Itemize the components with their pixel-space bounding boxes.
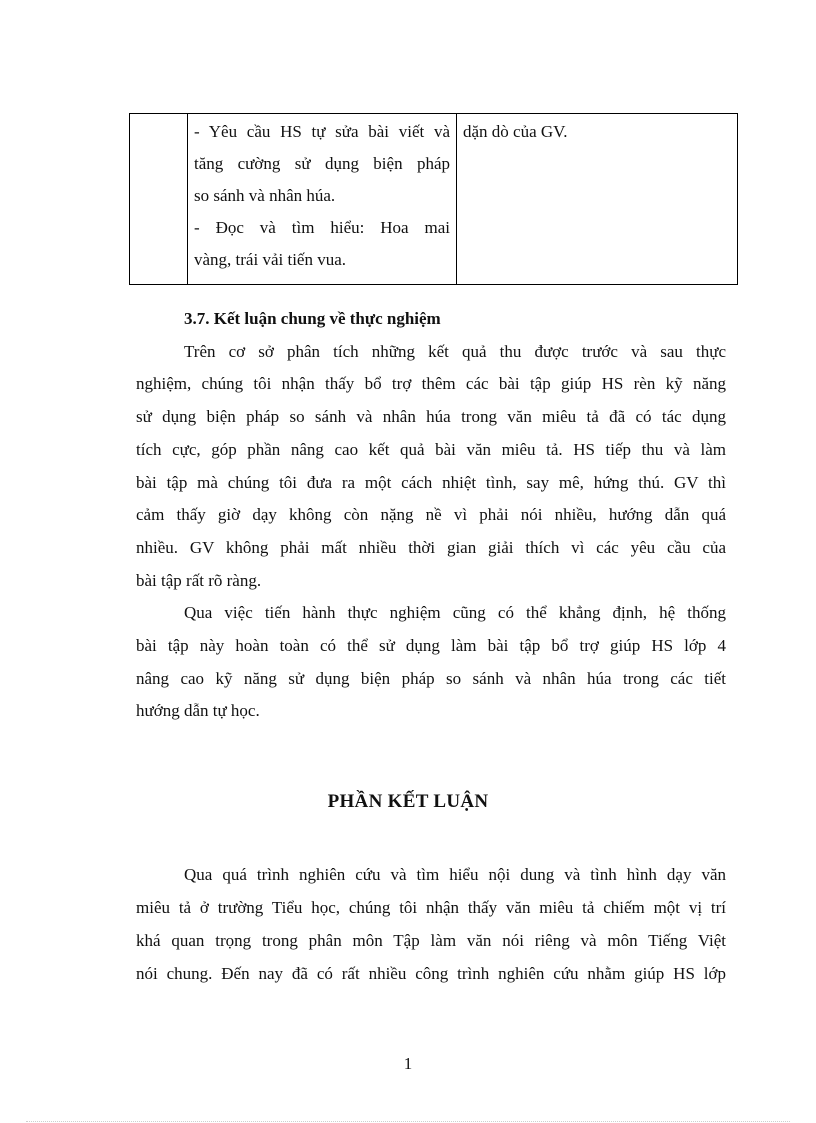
text-line: sử dụng biện pháp so sánh và nhân húa trong văn miêu tả đã có tác dụng	[136, 407, 726, 427]
text-line: hướng dẫn tự học.	[136, 701, 260, 721]
cell-line: tăng cường sử dụng biện pháp	[194, 154, 450, 173]
table-cell-empty	[130, 114, 188, 285]
text-line: nhiều. GV không phải mất nhiều thời gian giải thích vì các yêu cầu của	[136, 537, 726, 557]
text-line: nâng cao kỹ năng sử dụng biện pháp so sánh và nhân húa trong các tiết	[136, 668, 726, 688]
text-line: tích cực, góp phần nâng cao kết quả bài văn miêu tả. HS tiếp thu và làm	[136, 439, 726, 459]
part-title: PHẦN KẾT LUẬN	[327, 791, 489, 812]
conclusion-paragraph	[136, 858, 726, 990]
section-heading: 3.7. Kết luận chung về thực nghiệm	[184, 309, 441, 328]
cell-line: - Đọc và tìm hiểu: Hoa mai	[194, 218, 450, 237]
text-line: bài tập mà chúng tôi đưa ra một cách nhiệt tình, say mê, hứng thú. GV thì	[136, 472, 726, 492]
text-line: bài tập rất rõ ràng.	[136, 570, 262, 590]
text-line: cảm thấy giờ dạy không còn nặng nề vì phải nói nhiều, hướng dẫn quá	[136, 505, 726, 525]
text-line: Trên cơ sở phân tích những kết quả thu được trước và sau thực	[184, 341, 726, 361]
table-cell-teacher-note	[457, 114, 738, 285]
text-line: nghiệm, chúng tôi nhận thấy bổ trợ thêm các bài tập giúp HS rèn kỹ năng	[136, 374, 726, 394]
page-bottom-divider	[26, 1121, 790, 1122]
text-line: Qua việc tiến hành thực nghiệm cũng có thể khẳng định, hệ thống	[184, 603, 726, 623]
cell-line: - Yêu cầu HS tự sửa bài viết và	[194, 122, 450, 141]
page-number: 1	[403, 1054, 413, 1073]
cell-line: vàng, trái vải tiến vua.	[194, 250, 347, 269]
text-line: nói chung. Đến nay đã có rất nhiều công trình nghiên cứu nhằm giúp HS lớp	[136, 964, 726, 983]
table-cell-student-tasks	[188, 114, 457, 285]
section-conclusion-experiment	[136, 303, 726, 728]
text-line: bài tập này hoàn toàn có thể sử dụng làm bài tập bổ trợ giúp HS lớp 4	[136, 636, 726, 656]
lesson-table	[129, 113, 738, 285]
paragraph	[136, 597, 726, 728]
cell-line: so sánh và nhân húa.	[194, 186, 336, 205]
text-line: miêu tả ở trường Tiểu học, chúng tôi nhận thấy văn miêu tả chiếm một vị trí	[136, 898, 726, 917]
text-line: Qua quá trình nghiên cứu và tìm hiểu nội dung và tình hình dạy văn	[184, 865, 726, 884]
cell-line: dặn dò của GV.	[463, 122, 568, 141]
table-row	[130, 114, 738, 285]
activity-table	[129, 113, 735, 285]
paragraph	[136, 336, 726, 598]
text-line: khá quan trọng trong phân môn Tập làm văn nói riêng và môn Tiếng Việt	[136, 931, 726, 950]
